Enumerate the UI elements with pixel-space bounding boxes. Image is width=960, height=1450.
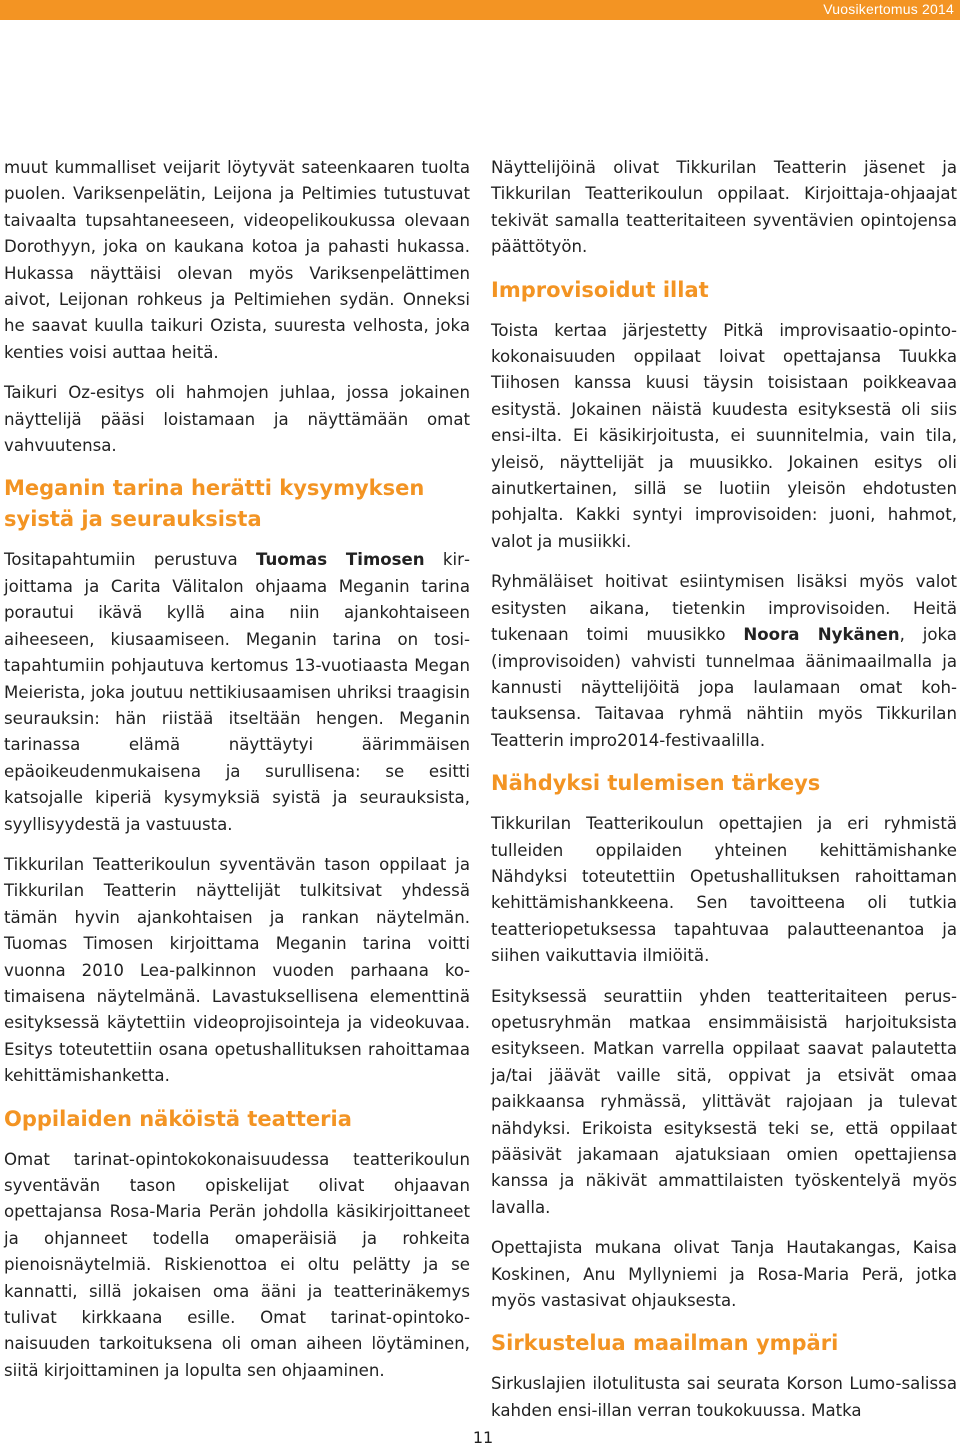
header-bar [0,0,960,20]
section-heading-oppilaiden: Oppilaiden näköistä teatteria [4,1106,352,1131]
paragraph: Toista kertaa järjestetty Pitkä improvisaatio-opintokokonaisuuden oppilaat loivat opettajansa Tuukka Tiihosen kanssa kuusi täysin toisistaan poikkeavaa esitystä. Jokainen näistä kuudesta esityksestä oli siis ensi-ilta. Ei käsikirjoitusta, ei suunnitelmia, vain tila, yleisö, näyttelijät ja muusikko. Jokainen esitys oli ainutkertainen, sillä se luotiin yleisön ehdotusten pohjalta. Kakki syntyi improvisoiden: juoni, hahmot, valot ja musiikki. [491,320,957,551]
text-run: Ryhmäläiset hoitivat esiintymisen lisäksi myös valot esitysten aikana, tietenkin improvisoiden. Heitä tukenaan toimi muusikko [491,572,957,645]
section-heading-meganin-tarina: Meganin tarina herätti kysymyksen syistä ja seurauksista [4,476,425,532]
paragraph: Esityksessä seurattiin yhden teatteritaiteen perusopetusryhmän matkaa ensimmäisistä harjoituksista esitykseen. Matkan varrella oppilaat saavat palautetta ja/tai jäävät vaille sitä, oppivat ja etsivät omaa paikkaansa ryhmässä, ylittävät rajojaan ja tulevat nähdyksi. Erikoista esityksestä teki se, että oppilaat pääsivät jakamaan ajatuksiaan omien opettajiensa kanssa ja näkivät ammattilaisten työskentelyä myös lavalla. [491,986,957,1217]
page-number: 11 [472,1428,494,1447]
text-run: , joka (improvisoiden) vahvisti tunnelmaa äänimaailmalla ja kannusti näyttelijöitä jopa laulamaan omat kohtauksensa. Taitavaa ryhmä nähtiin myös Tikkurilan Teatterin impro2014-festivaalilla. [491,625,957,750]
paragraph: muut kummalliset veijarit löytyvät sateenkaaren tuolta puolen. Variksenpelätin, Leijona ja Peltimies tutustuvat taivaalta tupsahtaneeseen, videopelikoukussa olevaan Dorothyyn, joka on kaukana kotoa ja pahasti hukassa. Hukassa näyttäisi olevan myös Variksenpelättimen aivot, Leijonan rohkeus ja Peltimiehen sydän. Onneksi he saavat kuulla taikuri Ozista, suuresta velhosta, joka kenties voisi auttaa heitä. [4,158,470,362]
section-heading-sirkustelua: Sirkustelua maailman ympäri [491,1331,839,1356]
musician-name: Noora Nykänen [743,625,900,645]
paragraph: Omat tarinat-opintokokonaisuudessa teatterikoulun syventävän tason opiskelijat olivat ohjaavan opettajansa Rosa-Maria Perän johdolla käsikirjoittaneet ja ohjanneet todella omaperäisiä ja rohkeita pienoisnäytelmiä. Riskienottoa ei oltu pelätty ja se kannatti, sillä jokaisen oma ääni ja teatterinäkemys tulivat kirkkaana esille. Omat tarinat-opintokonaisuuden tarkoituksena oli oman aiheen löytäminen, siitä kirjoittaminen ja lopulta sen ohjaaminen. [4,1149,470,1380]
text-run: Tositapahtumiin perustuva [4,550,256,570]
paragraph: Sirkuslajien ilotulitusta sai seurata Korson Lumo-salissa kahden ensi-illan verran toukokuussa. Matka [491,1374,957,1420]
report-title: Vuosikertomus 2014 [823,1,954,17]
text-run: kirjoittama ja Carita Välitalon ohjaama Meganin tarina porautui ikävä kyllä aina niin ajankohtaiseen aiheeseen, kiusaamiseen. Meganin tarina on tositapahtumiin pohjautuva kertomus 13-vuotiaasta Megan Meierista, joka joutuu nettikiusaamisen uhriksi traagisin seurauksin: hän riistää itseltään hengen. Meganin tarinassa elämä näyttäytyi äärimmäisen epäoikeudenmukaisena ja surullisena: se esitti katsojalle kiperiä kysymyksiä syistä ja seurauksista, syyllisyydestä ja vastuusta. [4,550,470,834]
section-heading-improvisoidut: Improvisoidut illat [491,277,709,302]
paragraph: Opettajista mukana olivat Tanja Hautakangas, Kaisa Koskinen, Anu Myllyniemi ja Rosa-Maria Perä, jotka myös vastasivat ohjauksesta. [491,1238,957,1311]
section-heading-nahdyksi: Nähdyksi tulemisen tärkeys [491,771,821,796]
paragraph: Taikuri Oz-esitys oli hahmojen juhlaa, jossa jokainen näyttelijä pääsi loistamaan ja näyttämään omat vahvuutensa. [4,383,470,456]
left-column [4,155,470,1398]
paragraph: Tikkurilan Teatterikoulun opettajien ja eri ryhmistä tulleiden oppilaiden yhteinen kehittämishanke Nähdyksi toteutettiin Opetushallituksen rahoittaman kehittämishankkeena. Sen tavoitteena oli tutkia teatteriopetuksessa tapahtuvaa palautteenantoa ja siihen vaikuttavia ilmiöitä. [491,814,957,966]
paragraph: Tikkurilan Teatterikoulun syventävän tason oppilaat ja Tikkurilan Teatterin näyttelijät tulkitsivat yhdessä tämän hyvin ajankohtaisen ja rankan näytelmän. Tuomas Timosen kirjoittama Meganin tarina voitti vuonna 2010 Lea-palkinnon vuoden parhaana kotimaisena näytelmänä. Lavastuksellisena elementtinä esityksessä käytettiin videoprojisointeja ja videokuvaa. Esitys toteutettiin osana opetushallituksen rahoittamaa kehittämishanketta. [4,854,470,1086]
paragraph [491,569,957,754]
author-name: Tuomas Timosen [256,550,425,570]
paragraph: Näyttelijöinä olivat Tikkurilan Teatterin jäsenet ja Tikkurilan Teatterikoulun oppilaat. Kirjoittaja-ohjaajat tekivät samalla teatteritaiteen syventävien opintojensa päättötyön. [491,158,957,257]
right-column [491,155,957,1438]
paragraph [4,547,470,837]
